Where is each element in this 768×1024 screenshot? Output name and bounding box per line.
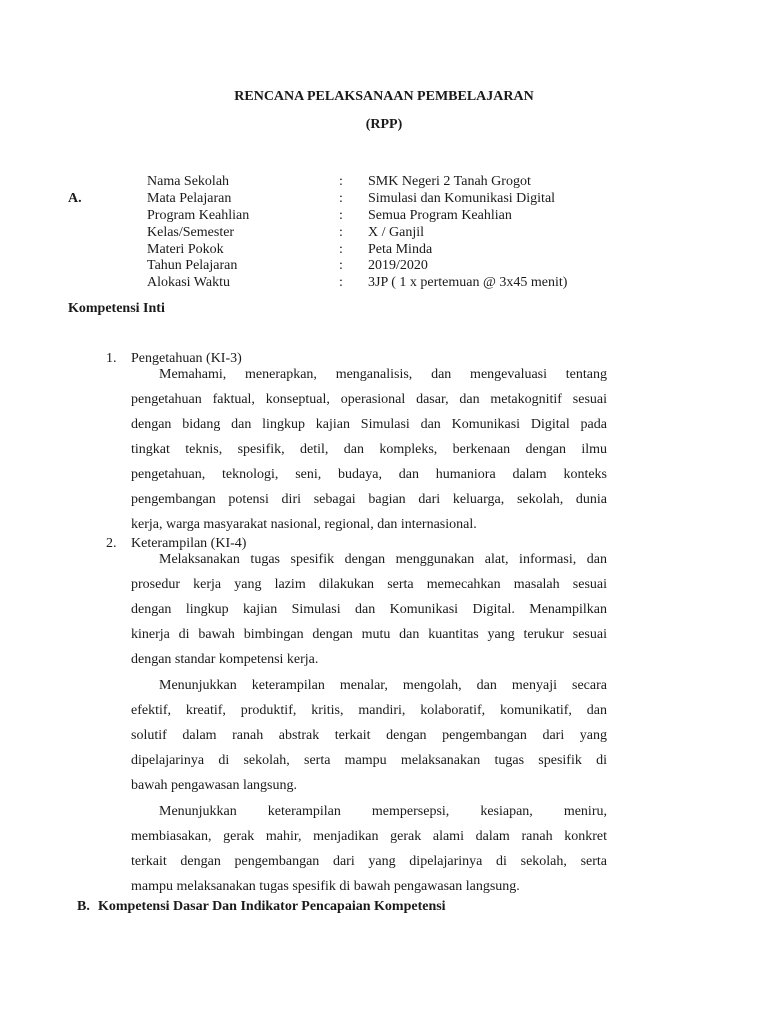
identity-label: Materi Pokok bbox=[147, 242, 224, 257]
paragraph-line: dengan bidang dan lingkup kajian Simulasi dan Komunikasi Digital pada bbox=[131, 417, 607, 432]
identity-row bbox=[0, 274, 768, 291]
identity-colon: : bbox=[339, 242, 343, 257]
identity-value: X / Ganjil bbox=[368, 225, 424, 240]
paragraph-line: solutif dalam ranah abstrak terkait dengan pengembangan dari yang bbox=[131, 728, 607, 743]
document-subtitle: (RPP) bbox=[365, 117, 403, 132]
paragraph-line: pengetahuan faktual, konseptual, operasional dasar, dan metakognitif sesuai bbox=[131, 392, 607, 407]
paragraph-line: Melaksanakan tugas spesifik dengan menggunakan alat, informasi, dan bbox=[159, 552, 607, 567]
paragraph-line: membiasakan, gerak mahir, menjadikan gerak alami dalam ranah konkret bbox=[131, 829, 607, 844]
identity-label: Tahun Pelajaran bbox=[147, 258, 238, 273]
paragraph-line: efektif, kreatif, produktif, kritis, mandiri, kolaboratif, komunikatif, dan bbox=[131, 703, 607, 718]
identity-label: Alokasi Waktu bbox=[147, 275, 230, 290]
paragraph-line: dipelajarinya di sekolah, serta mampu melaksanakan tugas spesifik di bbox=[131, 753, 607, 768]
paragraph bbox=[131, 547, 607, 672]
paragraph-line: terkait dengan pengembangan dari yang dipelajarinya di sekolah, serta bbox=[131, 854, 607, 869]
identity-row bbox=[0, 257, 768, 274]
identity-colon: : bbox=[339, 208, 343, 223]
identity-label: Kelas/Semester bbox=[147, 225, 235, 240]
paragraph-line: bawah pengawasan langsung. bbox=[131, 778, 298, 793]
kompetensi-inti-heading: Kompetensi Inti bbox=[68, 301, 165, 316]
paragraph bbox=[131, 673, 607, 798]
section-b-heading: Kompetensi Dasar Dan Indikator Pencapaian Kompetensi bbox=[98, 899, 446, 914]
identity-row bbox=[0, 173, 768, 190]
identity-row bbox=[0, 207, 768, 224]
identity-colon: : bbox=[339, 258, 343, 273]
paragraph-line: dengan standar kompetensi kerja. bbox=[131, 652, 319, 667]
identity-colon: : bbox=[339, 225, 343, 240]
paragraph-line: kinerja di bawah bimbingan dengan mutu dan kuantitas yang terukur sesuai bbox=[131, 627, 607, 642]
paragraph-line: Menunjukkan keterampilan mempersepsi, kesiapan, meniru, bbox=[159, 804, 607, 819]
paragraph-line: dengan lingkup kajian Simulasi dan Komunikasi Digital. Menampilkan bbox=[131, 602, 607, 617]
list-number: 1. bbox=[106, 351, 117, 366]
paragraph-line: Memahami, menerapkan, menganalisis, dan mengevaluasi tentang bbox=[159, 367, 607, 382]
identity-label: Nama Sekolah bbox=[147, 174, 230, 189]
list-number: 2. bbox=[106, 536, 117, 551]
identity-colon: : bbox=[339, 191, 343, 206]
paragraph bbox=[131, 362, 607, 537]
section-b-marker: B. bbox=[77, 899, 90, 914]
paragraph-line: tingkat teknis, spesifik, detil, dan kompleks, berkenaan dengan ilmu bbox=[131, 442, 607, 457]
identity-value: Simulasi dan Komunikasi Digital bbox=[368, 191, 556, 206]
identity-value: 3JP ( 1 x pertemuan @ 3x45 menit) bbox=[368, 275, 568, 290]
identity-label: Mata Pelajaran bbox=[147, 191, 232, 206]
identity-row bbox=[0, 190, 768, 207]
paragraph-line: kerja, warga masyarakat nasional, regional, dan internasional. bbox=[131, 517, 477, 532]
identity-colon: : bbox=[339, 174, 343, 189]
identity-value: 2019/2020 bbox=[368, 258, 428, 273]
identity-row bbox=[0, 241, 768, 258]
paragraph-line: pengetahuan, teknologi, seni, budaya, dan humaniora dalam konteks bbox=[131, 467, 607, 482]
list-item-title: Keterampilan (KI-4) bbox=[131, 536, 247, 551]
identity-value: Semua Program Keahlian bbox=[368, 208, 512, 223]
document-title: RENCANA PELAKSANAAN PEMBELAJARAN bbox=[234, 89, 534, 104]
section-a-marker: A. bbox=[68, 191, 82, 206]
paragraph bbox=[131, 799, 607, 899]
paragraph-line: prosedur kerja yang lazim dilakukan serta memecahkan masalah sesuai bbox=[131, 577, 607, 592]
list-item-title: Pengetahuan (KI-3) bbox=[131, 351, 242, 366]
identity-value: Peta Minda bbox=[368, 242, 433, 257]
paragraph-line: pengembangan potensi diri sebagai bagian dari keluarga, sekolah, dunia bbox=[131, 492, 607, 507]
paragraph-line: Menunjukkan keterampilan menalar, mengolah, dan menyaji secara bbox=[159, 678, 607, 693]
identity-label: Program Keahlian bbox=[147, 208, 250, 223]
identity-row bbox=[0, 224, 768, 241]
identity-colon: : bbox=[339, 275, 343, 290]
paragraph-line: mampu melaksanakan tugas spesifik di bawah pengawasan langsung. bbox=[131, 879, 520, 894]
identity-value: SMK Negeri 2 Tanah Grogot bbox=[368, 174, 531, 189]
